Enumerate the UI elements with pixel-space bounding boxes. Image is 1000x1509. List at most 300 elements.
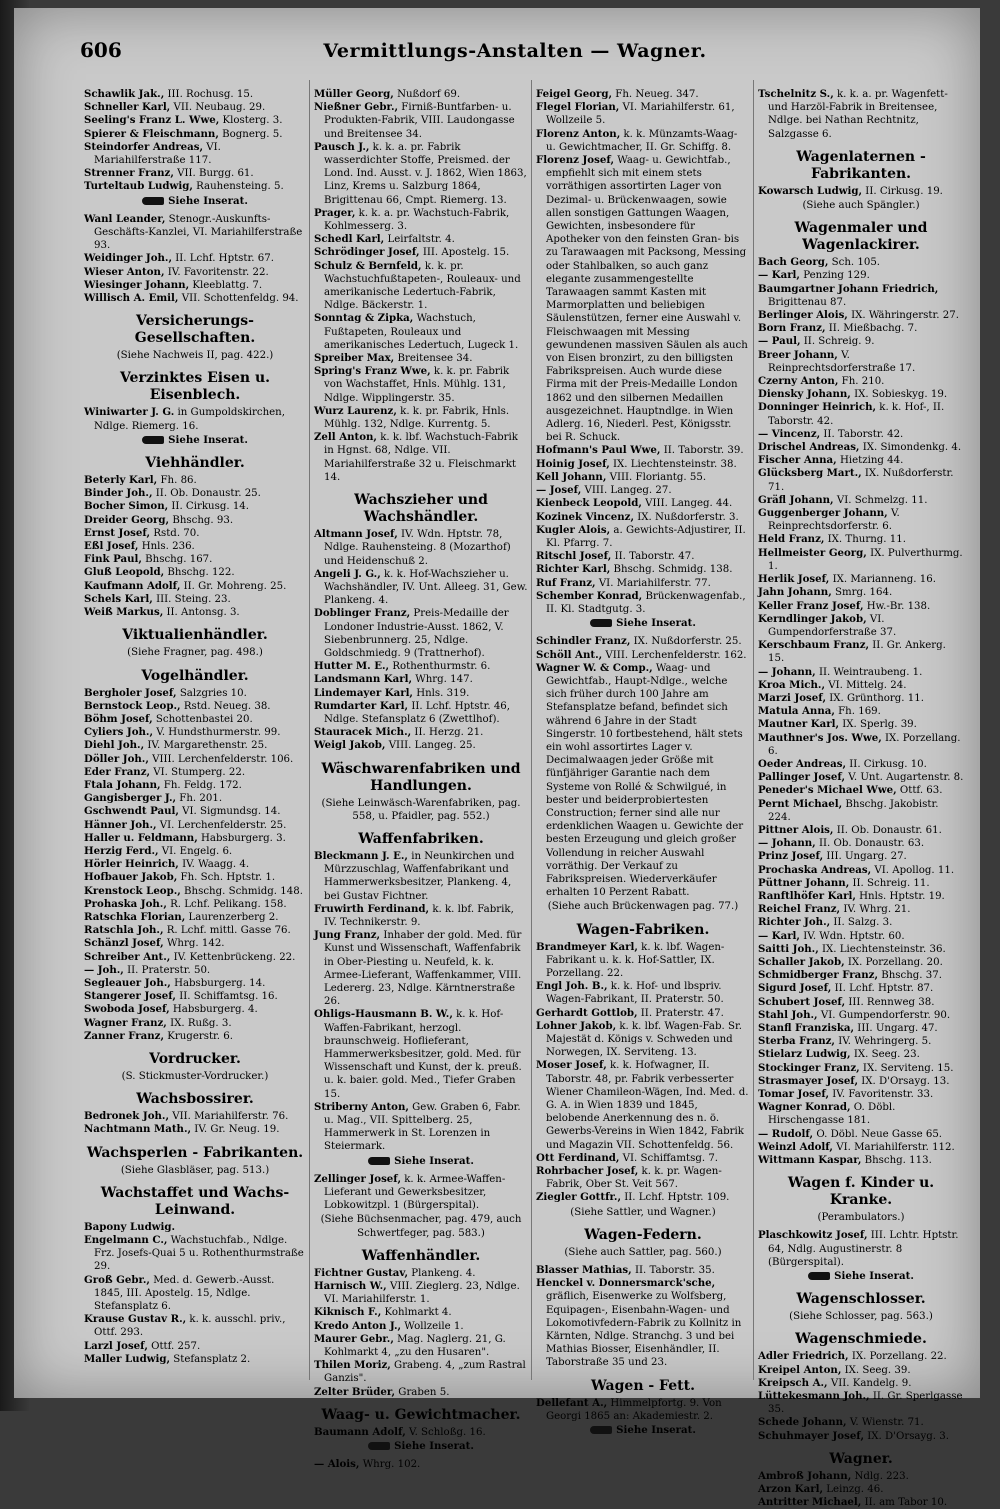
entry-name: Stangerer Josef, [84,990,176,1003]
directory-entry [84,911,306,924]
entry-name: Richter Karl, [536,563,611,576]
entry-address: II. Taborstr. 42. [820,428,904,440]
directory-entry [84,779,306,792]
directory-entry [314,673,528,686]
entry-name: Nießner Gebr., [314,101,399,114]
entry-name: — Karl, [758,269,800,282]
entry-name: Fink Paul, [84,553,142,566]
directory-entry [84,279,306,292]
inserat-text: Siehe Inserat. [616,1424,696,1437]
directory-entry [758,1364,964,1377]
entry-name: Doblinger Franz, [314,607,411,620]
entry-address: Bhschg. 167. [141,554,213,566]
entry-address: IX. D'Orsayg. 13. [858,1075,950,1087]
entry-name: Guggenberger Johann, [758,507,888,520]
directory-entry [758,441,964,454]
directory-entry [758,850,964,863]
entry-address: II. Herzg. 21. [411,727,484,739]
directory-entry [314,687,528,700]
directory-entry [758,758,964,771]
entry-address: VIII. Floriantg. 55. [606,471,707,483]
entry-address: IV. Kettenbrückeng. 22. [170,951,296,963]
directory-entry [758,837,964,850]
directory-entry [758,454,964,467]
entry-address: Gew. Graben 6, Fabr. u. Mag., VII. Spittelberg. 25, Hammerwerk in St. Lorenzen in Steiermark. [324,1101,521,1153]
entry-name: Weigl Jakob, [314,739,386,752]
entry-address: V. Wienstr. 71. [846,1417,924,1429]
directory-entry [536,635,750,648]
entry-address: Habsburgerg. 3. [197,832,286,844]
section-heading: Wachszieher und Wachshändler. [354,492,488,526]
directory-entry [758,467,964,493]
directory-entry [758,930,964,943]
directory-entry [536,550,750,563]
directory-entry [314,1333,528,1359]
directory-entry [84,292,306,305]
entry-address: in Gumpoldskirchen, Ndlge. Riemerg. 16. [94,407,285,432]
cross-reference: (Perambulators.) [817,1212,905,1224]
entry-name: Herlik Josef, [758,573,830,586]
entry-address: IX. D'Orsayg. 3. [864,1430,949,1442]
entry-name: Rumdarter Karl, [314,699,409,712]
directory-entry [536,1165,750,1191]
directory-entry [758,586,964,599]
entry-name: Bernstock Leop., [84,699,181,712]
entry-name: Ritschl Josef, [536,550,612,563]
directory-entry [536,484,750,497]
entry-address: II. Ob. Donaustr. 25. [152,488,261,500]
directory-entry [536,101,750,127]
entry-address: Bhschg. Schmidg. 148. [180,885,303,897]
directory-entry [84,514,306,527]
pointing-hand-icon [368,1157,390,1165]
directory-entry [84,990,306,1003]
entry-name: Sigurd Josef, [758,982,832,995]
directory-entry [758,732,964,758]
entry-address: VIII. Langeg. 44. [641,498,733,510]
entry-address: k. k. a. pr. Wachstuch-Fabrik, Kohlmesserg. 3. [324,207,510,233]
entry-name: — Rudolf, [758,1127,814,1140]
entry-address: Whrg. 147. [412,674,473,686]
directory-entry [314,568,528,608]
directory-entry [758,1009,964,1022]
entry-address: V. Reinprechtsdorferstraße 17. [768,349,916,374]
entry-address: Mag. Naglerg. 21, G. Kohlmarkt 4, „zu den Husaren". [324,1333,506,1359]
directory-entry [84,88,306,101]
entry-name: Henckel v. Donnersmarck'sche, [536,1277,716,1290]
directory-entry [758,1128,964,1141]
inserat-note [314,1155,528,1168]
entry-address: V. Hundsthurmerstr. 99. [153,727,281,739]
directory-entry [84,527,306,540]
entry-address: Hnls. 236. [138,541,195,553]
entry-name: Engl Joh. B., [536,980,608,993]
entry-name: Engelmann C., [84,1234,168,1246]
directory-entry [536,1059,750,1151]
entry-address: Sch. 105. [828,257,881,269]
entry-address: Hnls. 319. [412,687,470,699]
directory-entry [314,101,528,141]
entry-address: III. Ungarg. 27. [823,851,907,863]
cross-reference: (Siehe Fragner, pag. 498.) [127,647,263,659]
entry-address: VI. Lerchenfelderstr. 25. [156,819,287,831]
entry-name: Kell Johann, [536,470,607,483]
directory-entry [536,88,750,101]
directory-entry [758,877,964,890]
directory-entry [758,309,964,322]
inserat-note [84,195,306,208]
inserat-note [536,1424,750,1437]
directory-entry [314,700,528,726]
cross-reference: (Siehe Büchsenmacher, pag. 479, auch Schwertfeger, pag. 583.) [320,1214,522,1239]
entry-address: II. Weintraubeng. 1. [815,666,923,678]
directory-entry [84,180,306,193]
entry-name: Berlinger Alois, [758,309,848,322]
entry-address: II. Ob. Donaustr. 61. [833,824,942,836]
section-heading: Wagen f. Kinder u. Kranke. [787,1175,935,1209]
entry-name: Ranftlhöfer Karl, [758,889,856,902]
cross-reference: (Siehe Sattler, und Wagner.) [570,1206,716,1218]
entry-address: II. Schiffamtsg. 16. [175,991,278,1003]
page-header [80,38,950,68]
entry-address: IX. Nußdorferstr. 25. [630,636,742,648]
entry-address: Waag- und Gewichtfab., Haupt-Ndlge., welche sich früher durch 100 Jahre am Stefansplatze befand, befindet sich während 6 Jahre in der Stadt Singerstr. 10 fortbestehend, hält stets ein wohl assortirtes Lager v. Decimalwaagen jeder Größe mit fünfjähriger Garantie nach dem Systeme von Rollé & Schwilgué, in bester und beiderprobiertesten Construction; ferner sind alle nur erdenklichen Waagen u. Gewichte der besten Erzeugung und gleich großer Vollendung in reicher Auswahl vorräthig. Der Verkauf zu Fabrikspreisen. Wiederverkäufer erhalten 10 Perzent Rabatt. [546,662,744,899]
entry-address: Bognerg. 5. [218,128,283,140]
section-heading: Wäschwarenfabriken und Handlungen. [321,760,521,794]
column-4 [758,88,964,1509]
directory-entry [758,533,964,546]
entry-name: Tomar Josef, [758,1088,830,1101]
entry-name: Spreiber Max, [314,352,395,365]
entry-name: Bergholer Josef, [84,686,177,699]
directory-entry [314,726,528,739]
entry-name: Stahl Joh., [758,1008,818,1021]
entry-name: Hörler Heinrich, [84,858,179,871]
entry-address: IX. Marianneng. 16. [829,574,936,586]
entry-address: Smrg. 164. [831,587,893,599]
directory-entry [314,88,528,101]
entry-name: Fischer Anna, [758,454,837,467]
directory-entry [536,128,750,154]
entry-address: k. k. pr. Wachstuchfußtapeten-, Rouleaux- und amerikanische Ledertuch-Fabrik, Ndlge. Bäckerstr. 1. [324,260,521,312]
directory-entry [536,1007,750,1020]
entry-name: Keller Franz Josef, [758,599,864,612]
pointing-hand-icon [808,1272,830,1280]
directory-entry [758,982,964,995]
directory-entry [536,1191,750,1204]
entry-address: k. k. lbf. Wagen-Fab. Sr. Majestät d. Königs v. Schweden und Norwegen, IX. Serviteng. 13. [546,1020,742,1059]
entry-address: III. Ungarg. 47. [854,1023,938,1034]
entry-address: gräflich, Eisenwerke zu Wolfsberg, Equipagen-, Eisenbahn-Wagen- und Lokomotivfedern-Fabrik zu Kollnitz in Kärnten, Ndlge. Stranchg. 3 und bei Mathias Biosser, Eisenhändler, II. Taborstraße 35 und 23. [546,1291,742,1369]
entry-address: IX. Porzellang. 6. [768,732,961,757]
entry-name: Binder Joh., [84,487,153,500]
entry-address: k. k. ausschl. priv., Ottf. 293. [94,1314,286,1339]
entry-address: Whrg. 142. [163,938,225,950]
entry-name: Zell Anton, [314,431,377,444]
entry-address: Rauhensteing. 5. [192,181,284,193]
entry-address: Breitensee 34. [394,353,473,365]
entry-address: Kleeblattg. 7. [189,279,263,291]
entry-address: k. k. lbf. Wagen-Fabrikant u. k. k. Hof-Sattler, IX. Porzellang. 22. [546,941,725,979]
directory-entry [758,956,964,969]
entry-name: Hofbauer Jakob, [84,871,178,884]
directory-entry [84,937,306,950]
inserat-text: Siehe Inserat. [168,433,248,446]
entry-name: Ratschka Florian, [84,910,186,923]
entry-name: Ziegler Gottfr., [536,1191,621,1204]
entry-address: V. Reinprechtsdorferstr. 6. [768,508,900,533]
entry-address: IX. Nußdorferstr. 3. [634,511,739,523]
entry-name: Breer Johann, [758,348,838,361]
entry-address: Waag- u. Gewichtfab., empfiehlt sich mit einem stets vorräthigen assortirten Lager von Dezimal- u. Brückenwaagen, sowie allen sonstigen Gattungen Waagen, Gewichten, insbesondere für Apotheker von den feinsten Gran- bis zu Tarawaagen mit Packsong, Messing oder Stahlbalken, so auch ganz elegante zusammengestellte Tarawaagen sammt Kasten mit Marmorplatten und beliebigen Säulenstützen, ferner eine Auswahl v. Fleischwaagen mit Messing gewundenen massiven Säulen als auch von Eisen bronzirt, zu den billigsten Fabrikspreisen. Auch wurde diese Firma mit der Preis-Medaille London 1862 und den silbernen Medaillen ausgezeichnet. Hauptndlge. in Wien Adlerg. 16, Niederl. Pest, Königsstr. bei R. Schuck. [546,155,748,444]
entry-address: Grabeng. 4, „zum Rastral Ganzis". [324,1360,526,1385]
entry-name: — Karl, [758,929,800,942]
entry-name: Wurz Laurenz, [314,404,397,417]
entry-address: IX. Grünthorg. 11. [825,692,924,704]
entry-address: Ndlg. 223. [851,1470,909,1482]
directory-entry [758,639,964,665]
entry-name: Peneder's Michael Wwe, [758,784,897,797]
entry-address: IX. Sperlg. 39. [839,719,917,731]
entry-name: Böhm Josef, [84,712,153,725]
entry-name: Lohner Jakob, [536,1019,617,1032]
entry-name: Seeling's Franz L. Wwe, [84,114,220,127]
entry-address: Himmelpfortg. 9. Von Georgi 1865 an: Akademiestr. 2. [546,1397,722,1422]
entry-address: Inhaber der gold. Med. für Kunst und Wissenschaft, Waffenfabrik in Ober-Piesting u. Neufeld, k. k. Armee-Lieferant, Waffenkammer, VIII. Ledererg. 23, Ndlge. Kärntnerstraße 26. [324,930,522,1008]
directory-entry [314,1267,528,1280]
directory-entry [84,406,306,432]
entry-address: II. Schreig. 9. [800,336,875,348]
directory-entry [758,1048,964,1061]
directory-entry [84,252,306,265]
directory-entry [314,141,528,207]
entry-address: Brückenwagenfab., II. Kl. Stadtgutg. 3. [546,590,746,615]
entry-address: VIII. Zieglerg. 23, Ndlge. VI. Mariahilferstr. 1. [324,1281,520,1306]
entry-name: Maurer Gebr., [314,1332,394,1345]
entry-name: Schuhmayer Josef, [758,1429,865,1442]
entry-name: Jung Franz, [314,929,381,942]
entry-address: Habsburgerg. 14. [170,977,266,989]
directory-entry [84,924,306,937]
entry-name: Rohrbacher Josef, [536,1165,639,1178]
entry-name: Schrödinger Josef, [314,246,420,259]
directory-entry [758,798,964,824]
directory-entry [758,88,964,141]
directory-entry [758,1141,964,1154]
directory-entry [758,256,964,269]
entry-address: Fh. 210. [838,376,885,388]
entry-name: Gschwendt Paul, [84,805,179,818]
entry-address: II. Praterstr. 50. [123,964,211,976]
directory-entry [758,1496,964,1509]
entry-name: Hofmann's Paul Wwe, [536,444,661,457]
entry-name: Brandmeyer Karl, [536,940,638,953]
cross-reference: (Siehe Nachweis II, pag. 422.) [116,350,274,362]
entry-address: II. Mießbachg. 7. [825,323,918,335]
directory-entry [314,850,528,903]
entry-address: II. Praterstr. 47. [637,1007,724,1019]
section-heading: Wagner. [829,1450,893,1467]
entry-address: VI. Stumperg. 22. [150,766,246,778]
directory-entry [84,753,306,766]
entry-name: Arzon Karl, [758,1483,824,1496]
entry-name: Matula Anna, [758,705,835,718]
entry-name: Gräfl Johann, [758,493,834,506]
column-2 [314,88,528,1471]
directory-entry [758,1377,964,1390]
directory-entry [758,943,964,956]
directory-entry [758,1350,964,1363]
entry-address: VI. Mariahilferstr. 77. [595,577,711,589]
directory-entry [758,573,964,586]
directory-entry [758,322,964,335]
entry-name: Adler Friedrich, [758,1350,849,1363]
entry-address: IX. Rußg. 3. [166,1017,232,1029]
entry-name: Prochaska Andreas, [758,863,872,876]
directory-entry [536,154,750,444]
entry-address: VI. Gumpendorferstr. 90. [817,1009,951,1021]
directory-entry [314,207,528,233]
entry-name: Fichtner Gustav, [314,1266,409,1279]
directory-entry [758,916,964,929]
directory-entry [314,1320,528,1333]
entry-address: IX. Simondenkg. 4. [859,442,962,454]
entry-address: VI. Mariahilferstraße 117. [94,141,221,167]
directory-entry [84,114,306,127]
directory-entry [84,1003,306,1016]
entry-name: Saitti Joh., [758,942,819,955]
cross-reference: (S. Stickmuster-Vordrucker.) [121,1070,269,1082]
entry-address: Bhschg. Jakobistr. 224. [768,798,939,823]
directory-entry [536,511,750,524]
directory-entry [314,1306,528,1319]
directory-entry [536,1020,750,1060]
entry-name: Florenz Josef, [536,154,615,167]
entry-name: Püttner Johann, [758,876,850,889]
entry-name: Prager, [314,206,356,219]
entry-address: Ottf. 257. [147,1340,201,1352]
directory-entry [84,1017,306,1030]
directory-entry [758,335,964,348]
entry-address: VII. Kandelg. 9. [827,1377,912,1389]
entry-name: Ruf Franz, [536,576,596,589]
entry-address: VI. Mariahilferstr. 112. [832,1141,955,1153]
directory-entry [314,607,528,660]
entry-address: VI. Mittelg. 24. [825,679,907,691]
directory-entry [84,977,306,990]
directory-entry [758,349,964,375]
entry-address: R. Lchf. mittl. Gasse 76. [163,925,291,937]
entry-name: Schreiber Ant., [84,950,171,963]
inserat-note [314,1440,528,1453]
entry-address: III. Lchtr. Hptstr. 64, Ndlg. Augustinerstr. 8 (Bürgerspital). [768,1230,959,1268]
directory-entry [536,458,750,471]
section-heading: Waffenhändler. [361,1247,481,1264]
entry-name: Turteltaub Ludwig, [84,180,193,193]
entry-address: VIII. Lerchenfelderstr. 162. [602,649,747,661]
entry-name: Ratschla Joh., [84,924,164,937]
entry-name: Born Franz, [758,322,826,335]
entry-address: Bhschg. 37. [878,970,942,982]
entry-address: Bhschg. 93. [169,514,234,526]
entry-address: Laurenzerberg 2. [185,911,279,923]
column-divider [753,80,754,1380]
entry-address: II. Lchf. Hptstr. 67. [172,253,274,265]
entry-name: Glücksberg Mart., [758,467,862,480]
entry-name: Richter Joh., [758,916,831,929]
entry-address: Whrg. 102. [359,1459,421,1471]
entry-name: Larzl Josef, [84,1339,148,1352]
directory-entry [84,474,306,487]
entry-name: — Josef, [536,484,582,497]
directory-entry [758,864,964,877]
entry-address: II. Gr. Ankerg. 15. [768,640,946,665]
directory-entry [536,1397,750,1423]
section-heading: Wagenmaler und Wagenlackirer. [794,220,928,254]
entry-name: — Alois, [314,1458,360,1471]
entry-address: II. Taborstr. 47. [611,551,695,563]
entry-name: Stauracek Mich., [314,726,412,739]
entry-name: Dellefant A., [536,1396,608,1409]
entry-name: Moser Josef, [536,1059,607,1072]
directory-entry [84,128,306,141]
entry-address: IV. Favoritenstr. 33. [829,1089,934,1101]
section-heading: Waffenfabriken. [358,830,484,847]
directory-entry [758,705,964,718]
directory-entry [758,718,964,731]
entry-name: Schedl Karl, [314,233,385,246]
directory-entry [536,563,750,576]
entry-address: Fh. Feldg. 172. [160,779,242,791]
entry-name: — Johann, [758,837,816,850]
entry-name: Bedronek Joh., [84,1110,169,1123]
entry-address: Hw.-Br. 138. [863,600,931,612]
directory-entry [758,1075,964,1088]
entry-address: IV. Wehringerg. 5. [834,1036,932,1048]
directory-entry [314,405,528,431]
entry-name: Spring's Franz Wwe, [314,365,431,378]
entry-name: Bach Georg, [758,256,829,269]
section-heading: Wagen-Fabriken. [576,921,710,938]
entry-name: Kreipsch A., [758,1376,828,1389]
entry-name: Wagner W. & Comp., [536,661,653,674]
directory-entry [314,1008,528,1100]
directory-entry [758,507,964,533]
entry-address: Bhschg. 122. [164,567,235,579]
entry-address: II. Schreig. 11. [849,877,930,889]
entry-name: Diensky Johann, [758,388,851,401]
entry-address: Rothenthurmstr. 6. [389,661,491,673]
entry-address: k. k. Hof-Wachszieher u. Wachshändler, IV. Unt. Alleeg. 31, Gew. Plankeng. 4. [324,568,528,607]
directory-entry [758,269,964,282]
entry-name: Bleckmann J. E., [314,849,408,862]
entry-address: k. k. lbf. Fabrik, IV. Technikerstr. 9. [324,903,514,928]
directory-entry [84,606,306,619]
entry-address: IV. Wdn. Hptstr. 78, Ndlge. Rauhensteing. 8 (Mozarthof) und Heidenschuß 2. [324,529,511,567]
pointing-hand-icon [590,619,612,627]
directory-entry [758,679,964,692]
inserat-text: Siehe Inserat. [168,194,248,207]
entry-name: Maller Ludwig, [84,1352,171,1365]
entry-name: Krause Gustav R., [84,1313,187,1326]
pointing-hand-icon [142,436,164,444]
entry-name: Stanfl Franziska, [758,1022,855,1034]
entry-name: — Paul, [758,335,801,348]
directory-entry [536,1277,750,1369]
directory-entry [758,903,964,916]
directory-entry [84,700,306,713]
entry-name: Schaller Jakob, [758,955,845,968]
